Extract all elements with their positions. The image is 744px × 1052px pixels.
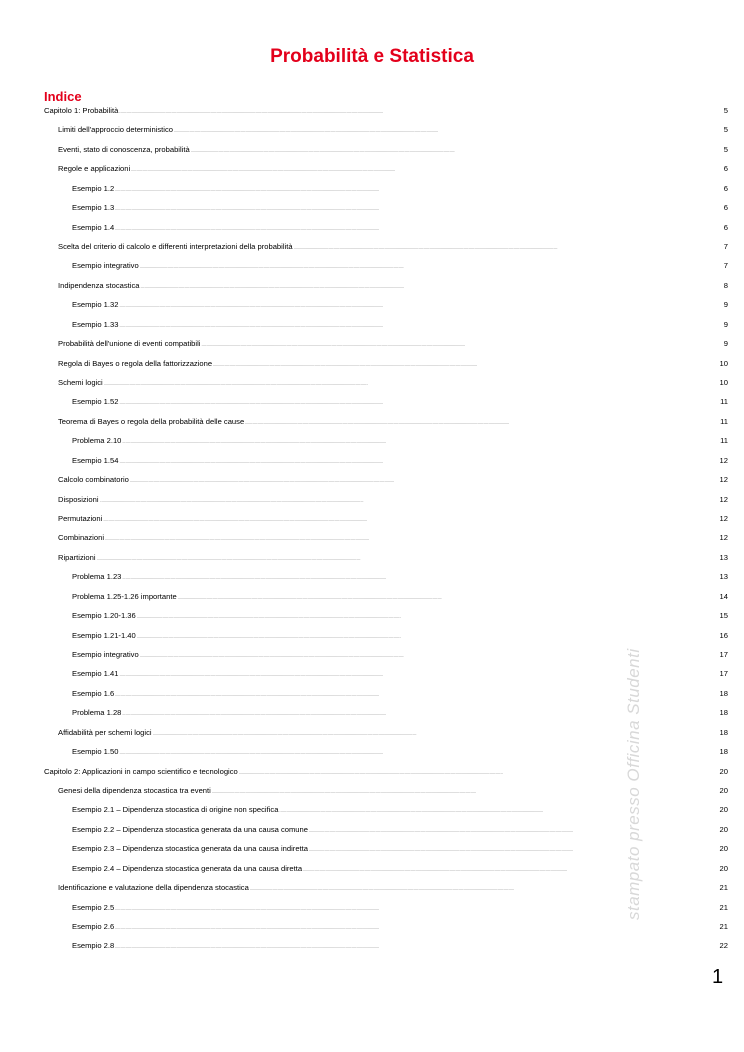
- toc-entry-title: Disposizioni: [58, 494, 99, 504]
- toc-entry-title: Esempio 2.1 – Dipendenza stocastica di origine non specifica: [72, 805, 279, 815]
- toc-entry-title: Schemi logici: [58, 378, 103, 388]
- toc-entry-title: Permutazioni: [58, 514, 103, 524]
- toc-entry-title: Esempio 2.4 – Dipendenza stocastica generata da una causa diretta: [72, 863, 303, 873]
- toc-entry-title: Genesi della dipendenza stocastica tra eventi: [58, 786, 211, 796]
- toc-entry[interactable]: [72, 300, 728, 314]
- toc-leader-dots: [303, 864, 718, 873]
- toc-entry[interactable]: [58, 378, 728, 392]
- toc-entry-page: 12: [719, 475, 728, 485]
- toc-entry-title: Scelta del criterio di calcolo e differenti interpretazioni della probabilità: [58, 242, 293, 251]
- toc-entry[interactable]: [72, 941, 728, 955]
- toc-entry-page: 11: [720, 397, 728, 407]
- toc-entry-title: Indipendenza stocastica: [58, 280, 140, 290]
- toc-leader-dots: [103, 514, 718, 523]
- toc-entry[interactable]: [58, 281, 728, 295]
- toc-entry-title: Esempio 1.20-1.36: [72, 611, 136, 621]
- toc-entry[interactable]: [72, 203, 728, 217]
- page-number: 1: [712, 966, 724, 988]
- toc-leader-dots: [115, 203, 723, 212]
- toc-leader-dots: [115, 223, 723, 232]
- toc-entry-page: 6: [723, 203, 728, 213]
- toc-entry-page: 12: [719, 455, 728, 465]
- toc-entry-page: 7: [723, 261, 728, 271]
- toc-entry-page: 10: [719, 378, 728, 388]
- toc-leader-dots: [119, 397, 719, 406]
- toc-entry-page: 7: [723, 242, 728, 251]
- toc-leader-dots: [119, 300, 722, 309]
- toc-entry[interactable]: [72, 320, 728, 334]
- toc-leader-dots: [104, 378, 719, 387]
- toc-leader-dots: [250, 883, 719, 892]
- toc-entry-page: 14: [719, 591, 728, 601]
- toc-leader-dots: [140, 261, 723, 270]
- toc-entry-title: Problema 1.25-1.26 importante: [72, 591, 177, 601]
- toc-entry[interactable]: [72, 261, 728, 275]
- toc-leader-dots: [119, 456, 718, 465]
- toc-entry[interactable]: [58, 242, 728, 256]
- toc-leader-dots: [131, 164, 723, 173]
- toc-leader-dots: [119, 320, 722, 329]
- toc-entry-page: 20: [719, 805, 728, 815]
- toc-entry-title: Problema 1.28: [72, 708, 122, 718]
- toc-entry[interactable]: [44, 106, 728, 120]
- toc-entry-page: 9: [723, 339, 728, 349]
- toc-entry-title: Esempio 1.4: [72, 222, 115, 232]
- toc-entry-page: 6: [723, 164, 728, 174]
- toc-entry[interactable]: [58, 475, 728, 489]
- toc-entry-page: 15: [719, 611, 728, 621]
- toc-leader-dots: [309, 844, 719, 853]
- toc-entry-page: 10: [719, 358, 728, 368]
- toc-entry-title: Esempio 2.8: [72, 941, 115, 951]
- toc-entry-page: 11: [720, 436, 728, 446]
- toc-entry-title: Combinazioni: [58, 533, 105, 543]
- toc-entry[interactable]: [58, 495, 728, 509]
- toc-entry-page: 8: [723, 280, 728, 290]
- toc-entry[interactable]: [72, 922, 728, 936]
- toc-entry[interactable]: [58, 339, 728, 353]
- toc-entry-page: 12: [719, 533, 728, 543]
- toc-entry-page: 11: [720, 416, 728, 426]
- toc-entry-title: Esempio 1.54: [72, 455, 119, 465]
- toc-entry-page: 9: [723, 300, 728, 310]
- toc-entry-title: Regola di Bayes o regola della fattorizzazione: [58, 358, 213, 368]
- toc-entry-page: 16: [719, 630, 728, 640]
- toc-leader-dots: [245, 417, 719, 426]
- toc-entry-page: 6: [723, 222, 728, 232]
- toc-leader-dots: [122, 436, 719, 445]
- toc-entry-title: Esempio 1.32: [72, 300, 119, 310]
- toc-entry-title: Esempio 1.52: [72, 397, 119, 407]
- toc-leader-dots: [119, 106, 722, 115]
- toc-entry[interactable]: [58, 359, 728, 373]
- toc-entry-page: 5: [723, 125, 728, 135]
- toc-entry-page: 17: [719, 650, 728, 660]
- toc-entry-page: 13: [719, 572, 728, 582]
- document-title: Probabilità e Statistica: [270, 46, 474, 67]
- toc-entry-page: 12: [719, 494, 728, 504]
- toc-entry[interactable]: [58, 417, 728, 431]
- toc-entry-title: Calcolo combinatorio: [58, 475, 129, 485]
- toc-entry-page: 18: [719, 727, 728, 737]
- toc-leader-dots: [174, 125, 723, 134]
- toc-entry-page: 17: [719, 669, 728, 679]
- toc-entry-page: 5: [723, 144, 728, 154]
- toc-entry-title: Esempio 1.50: [72, 747, 119, 757]
- toc-entry-title: Esempio 1.41: [72, 669, 119, 679]
- toc-leader-dots: [279, 805, 718, 814]
- toc-leader-dots: [294, 242, 723, 251]
- toc-entry-page: 21: [719, 922, 728, 932]
- toc-entry-title: Esempio 2.3 – Dipendenza stocastica generata da una causa indiretta: [72, 844, 308, 854]
- toc-entry-title: Esempio 1.2: [72, 183, 115, 193]
- toc-entry-title: Eventi, stato di conoscenza, probabilità: [58, 144, 190, 154]
- toc-entry-page: 21: [719, 883, 728, 893]
- toc-entry-title: Problema 1.23: [72, 572, 122, 582]
- toc-entry-title: Esempio 2.5: [72, 902, 115, 912]
- toc-leader-dots: [100, 495, 719, 504]
- toc-entry-title: Capitolo 2: Applicazioni in campo scientifico e tecnologico: [44, 766, 238, 776]
- toc-entry-title: Probabilità dell'unione di eventi compatibili: [58, 339, 201, 349]
- toc-entry-page: 20: [719, 844, 728, 854]
- toc-leader-dots: [191, 145, 723, 154]
- toc-entry-title: Affidabilità per schemi logici: [58, 727, 152, 737]
- toc-leader-dots: [115, 184, 723, 193]
- toc-entry[interactable]: [58, 514, 728, 528]
- toc-entry-title: Regole e applicazioni: [58, 164, 131, 174]
- toc-leader-dots: [309, 825, 719, 834]
- toc-entry-title: Teorema di Bayes o regola della probabilità delle cause: [58, 416, 245, 426]
- toc-entry-page: 6: [723, 183, 728, 193]
- toc-heading: Indice: [44, 89, 82, 104]
- toc-leader-dots: [115, 941, 718, 950]
- toc-leader-dots: [213, 359, 718, 368]
- toc-entry-page: 22: [719, 941, 728, 951]
- toc-entry[interactable]: [72, 184, 728, 198]
- toc-entry-title: Limiti dell'approccio deterministico: [58, 125, 173, 135]
- toc-entry-title: Esempio 1.33: [72, 319, 119, 329]
- toc-leader-dots: [201, 339, 722, 348]
- toc-entry-page: 18: [719, 688, 728, 698]
- toc-entry[interactable]: [72, 397, 728, 411]
- toc-entry[interactable]: [58, 164, 728, 178]
- toc-entry-title: Esempio 2.2 – Dipendenza stocastica generata da una causa comune: [72, 824, 308, 834]
- toc-entry-page: 13: [719, 552, 728, 562]
- toc-entry[interactable]: [72, 223, 728, 237]
- toc-entry-title: Esempio integrativo: [72, 650, 139, 660]
- toc-entry-page: 20: [719, 766, 728, 776]
- toc-entry-title: Esempio 1.3: [72, 203, 115, 213]
- toc-entry-title: Esempio 1.6: [72, 688, 115, 698]
- toc-entry-page: 18: [719, 747, 728, 757]
- toc-entry-title: Esempio 1.21-1.40: [72, 630, 136, 640]
- toc-entry-title: Capitolo 1: Probabilità: [44, 106, 119, 115]
- toc-entry-page: 20: [719, 824, 728, 834]
- toc-entry[interactable]: [72, 456, 728, 470]
- watermark: stampato presso Officina Studenti: [624, 648, 643, 920]
- toc-entry-title: Identificazione e valutazione della dipendenza stocastica: [58, 883, 249, 893]
- toc-entry[interactable]: [72, 436, 728, 450]
- toc-entry-page: 9: [723, 319, 728, 329]
- toc-entry-title: Ripartizioni: [58, 552, 96, 562]
- toc-leader-dots: [239, 767, 719, 776]
- toc-entry-page: 20: [719, 863, 728, 873]
- toc-entry-title: Esempio 2.6: [72, 922, 115, 932]
- toc-leader-dots: [130, 475, 719, 484]
- toc-entry-page: 5: [723, 106, 728, 115]
- toc-entry-page: 12: [719, 514, 728, 524]
- toc-entry-page: 18: [719, 708, 728, 718]
- toc-entry[interactable]: [58, 125, 728, 139]
- toc-entry-title: Esempio integrativo: [72, 261, 139, 271]
- toc-entry-page: 21: [719, 902, 728, 912]
- toc-entry-page: 20: [719, 786, 728, 796]
- toc-entry[interactable]: [58, 145, 728, 159]
- toc-leader-dots: [115, 922, 718, 931]
- toc-leader-dots: [140, 281, 722, 290]
- toc-entry-title: Problema 2.10: [72, 436, 122, 446]
